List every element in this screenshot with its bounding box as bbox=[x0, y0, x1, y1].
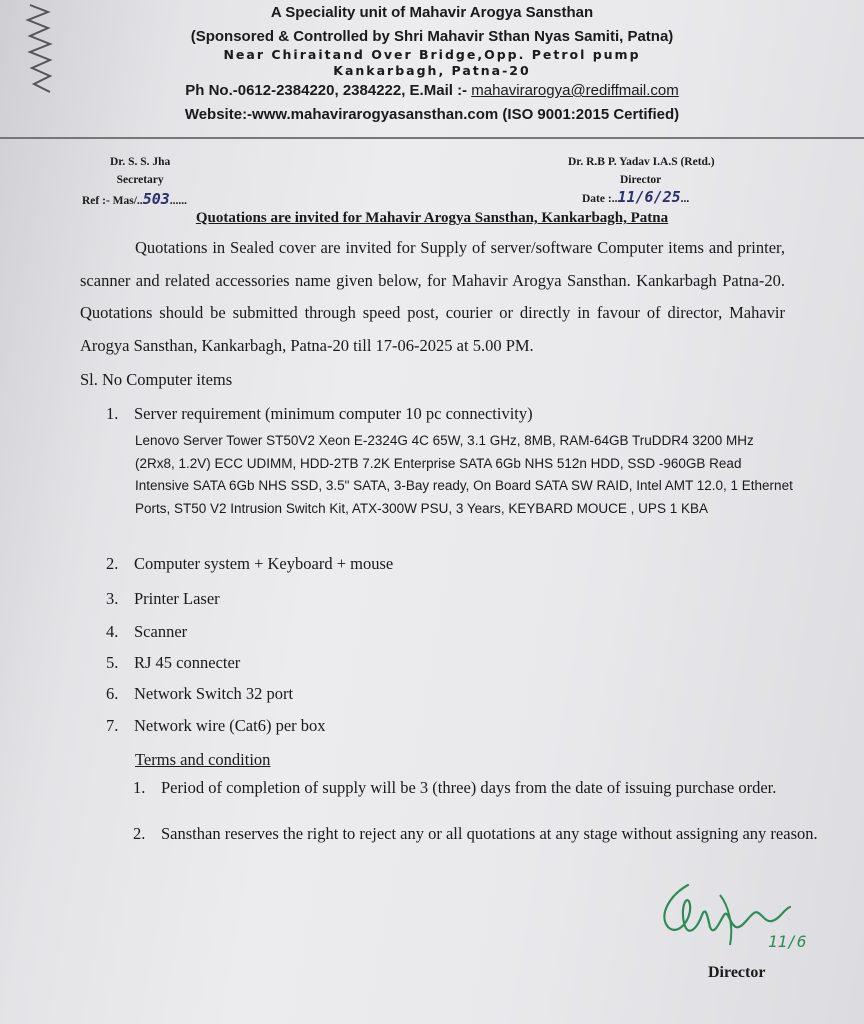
term-item bbox=[133, 822, 818, 845]
letterhead-website: Website:-www.mahavirarogyasansthan.com (ISO 9001:2015 Certified) bbox=[184, 106, 680, 123]
letterhead-contact bbox=[0, 82, 864, 99]
letterhead-address-1: Near Chiraitand Over Bridge,Opp. Petrol pump bbox=[223, 47, 641, 62]
term-text: Period of completion of supply will be 3 (three) days from the date of issuing purchase order. bbox=[161, 778, 777, 797]
header-divider bbox=[0, 137, 864, 139]
document-title: Quotations are invited for Mahavir Arogya Sansthan, Kankarbagh, Patna bbox=[195, 210, 669, 226]
list-item bbox=[106, 554, 393, 574]
list-item bbox=[106, 684, 293, 704]
email-link[interactable]: mahavirarogya@rediffmail.com bbox=[471, 82, 679, 99]
director-signature-icon bbox=[650, 865, 820, 965]
item-number: 1. bbox=[106, 404, 119, 423]
item-text: Server requirement (minimum computer 10 pc connectivity) bbox=[134, 404, 533, 423]
item-number: 3. bbox=[106, 589, 119, 608]
item-text: RJ 45 connecter bbox=[134, 653, 241, 672]
date-value: 11/6/25 bbox=[617, 188, 681, 206]
secretary-block bbox=[110, 153, 170, 189]
item-number: 5. bbox=[106, 653, 119, 672]
item-text: Scanner bbox=[134, 622, 188, 641]
date-label: Date :.. bbox=[582, 193, 618, 205]
director-block bbox=[568, 153, 715, 189]
letterhead-line-2: (Sponsored & Controlled by Shri Mahavir Sthan Nyas Samiti, Patna) bbox=[190, 28, 674, 45]
term-number: 2. bbox=[133, 824, 146, 843]
ref-line bbox=[82, 190, 187, 208]
date-trail: ... bbox=[680, 193, 690, 205]
item-text: Network wire (Cat6) per box bbox=[134, 716, 326, 735]
ref-label: Ref :- Mas/.. bbox=[82, 195, 143, 207]
item-text: Printer Laser bbox=[134, 589, 220, 608]
secretary-name: Dr. S. S. Jha bbox=[110, 156, 171, 168]
list-item bbox=[106, 404, 533, 424]
phone-text: Ph No.-0612-2384220, 2384222, E.Mail :- bbox=[185, 82, 468, 99]
item-number: 7. bbox=[106, 716, 119, 735]
secretary-title: Secretary bbox=[116, 174, 164, 186]
list-item bbox=[106, 622, 187, 642]
director-title: Director bbox=[620, 174, 662, 186]
letterhead-line-1: A Speciality unit of Mahavir Arogya Sansthan bbox=[270, 4, 594, 21]
list-header: Sl. No Computer items bbox=[80, 370, 233, 389]
intro-paragraph: Quotations in Sealed cover are invited for Supply of server/software Computer items and printer, scanner and related accessories name given below, for Mahavir Arogya Sansthan. Kankarbagh Patna-20. Quotations should be submitted through speed post, courier or directly in favour of director, Mahavir Arogya Sansthan, Kankarbagh, Patna-20 till 17-06-2025 at 5.00 PM. bbox=[80, 238, 785, 355]
item-text: Network Switch 32 port bbox=[134, 684, 294, 703]
list-item bbox=[106, 589, 220, 609]
item-number: 4. bbox=[106, 622, 119, 641]
item-number: 6. bbox=[106, 684, 119, 703]
letterhead-address-2: Kankarbagh, Patna-20 bbox=[333, 63, 531, 78]
terms-heading: Terms and condition bbox=[135, 750, 271, 769]
director-name: Dr. R.B P. Yadav I.A.S (Retd.) bbox=[568, 156, 715, 168]
list-item bbox=[106, 716, 326, 736]
item-number: 2. bbox=[106, 554, 119, 573]
term-item bbox=[133, 776, 818, 799]
director-label: Director bbox=[708, 964, 766, 981]
list-item bbox=[106, 653, 240, 673]
ref-number: 503 bbox=[142, 190, 170, 208]
term-number: 1. bbox=[133, 778, 146, 797]
item-text: Computer system + Keyboard + mouse bbox=[134, 554, 394, 573]
ref-trail: ...... bbox=[169, 195, 188, 207]
date-line bbox=[582, 188, 689, 206]
term-text: Sansthan reserves the right to reject any or all quotations at any stage without assigning any reason. bbox=[161, 824, 818, 843]
server-spec: Lenovo Server Tower ST50V2 Xeon E-2324G 4C 65W, 3.1 GHz, 8MB, RAM-64GB TruDDR4 3200 MHz (2Rx8, 1.2V) ECC UDIMM, HDD-2TB 7.2K Enterprise SATA 6Gb NHS 512n HDD, SSD -960GB Read Intensive SATA 6Gb NHS SSD, 3.5" SATA, 3-Bay ready, On Board SATA SW RAID, Intel AMT 12.0, 1 Ethernet Ports, ST50 V2 Intrusion Switch Kit, ATX-300W PSU, 3 Years, KEYBARD MOUCE , UPS 1 KBA bbox=[135, 433, 793, 516]
signature-date: 11/6 bbox=[768, 932, 807, 951]
